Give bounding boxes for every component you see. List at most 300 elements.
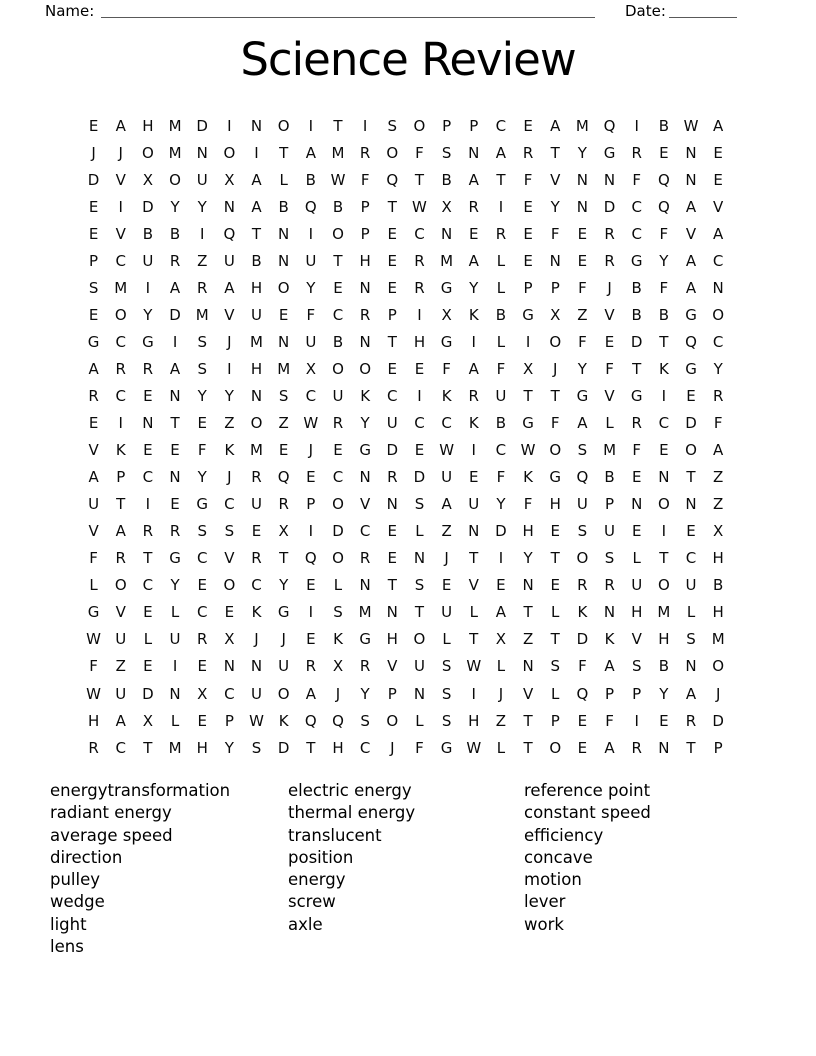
grid-letter: O [413, 630, 426, 649]
grid-letter: G [87, 332, 100, 351]
grid-letter: A [713, 116, 724, 135]
name-blank-line [101, 1, 595, 18]
grid-letter: D [142, 684, 154, 703]
grid-letter: H [250, 359, 263, 378]
grid-letter: N [278, 332, 290, 351]
grid-letter: A [305, 143, 316, 162]
page-title: Science Review [240, 33, 576, 86]
grid-letter: V [550, 170, 561, 189]
word-list-item: lens [50, 937, 84, 957]
grid-letter: E [170, 441, 180, 460]
grid-letter: U [196, 170, 208, 189]
grid-letter: C [115, 251, 126, 270]
grid-letter: M [168, 738, 182, 757]
grid-letter: K [658, 359, 669, 378]
grid-letter: G [603, 143, 616, 162]
grid-letter: P [116, 468, 126, 487]
grid-letter: N [169, 386, 181, 405]
grid-letter: J [227, 332, 232, 351]
grid-letter: C [712, 251, 724, 270]
grid-letter: O [549, 441, 562, 460]
grid-letter: I [661, 522, 667, 541]
grid-letter: E [577, 711, 588, 730]
grid-letter: E [713, 143, 723, 162]
grid-letter: I [362, 116, 368, 135]
grid-letter: Q [576, 684, 589, 703]
grid-letter: N [278, 251, 290, 270]
grid-letter: E [88, 197, 99, 216]
word-list-item: direction [50, 847, 123, 867]
grid-letter: L [415, 711, 424, 730]
grid-letter: R [631, 414, 642, 433]
grid-letter: H [712, 603, 724, 622]
grid-letter: B [441, 170, 452, 189]
grid-letter: T [279, 143, 289, 162]
grid-letter: T [659, 332, 669, 351]
grid-letter: L [170, 603, 180, 622]
grid-letter: O [277, 116, 290, 135]
grid-letter: O [169, 170, 181, 189]
grid-letter: D [712, 711, 724, 730]
grid-letter: E [251, 522, 262, 541]
grid-letter: Q [277, 468, 290, 487]
grid-letter: A [468, 359, 479, 378]
grid-letter: K [333, 630, 343, 649]
word-list-item: light [50, 914, 87, 934]
date-blank-line [669, 1, 737, 18]
grid-letter: N [278, 224, 290, 243]
grid-letter: H [250, 278, 263, 297]
grid-letter: S [360, 711, 370, 730]
grid-letter: A [604, 657, 615, 676]
grid-letter: B [713, 576, 724, 595]
grid-letter: E [88, 414, 99, 433]
grid-letter: B [631, 305, 642, 324]
grid-letter: E [224, 603, 235, 622]
word-list-item: pulley [50, 870, 101, 890]
grid-letter: A [495, 143, 507, 162]
grid-letter: F [442, 359, 451, 378]
grid-letter: T [143, 549, 153, 568]
grid-letter: K [523, 468, 533, 487]
grid-letter: S [604, 549, 615, 568]
grid-letter: N [359, 332, 371, 351]
grid-letter: A [685, 197, 697, 216]
grid-letter: E [441, 576, 452, 595]
grid-letter: X [713, 522, 724, 541]
grid-letter: I [525, 332, 531, 351]
grid-letter: Y [170, 197, 180, 216]
grid-letter: Y [224, 738, 234, 757]
grid-letter: K [604, 630, 615, 649]
grid-letter: T [550, 143, 560, 162]
grid-letter: F [632, 441, 642, 460]
grid-letter: O [413, 116, 426, 135]
grid-letter: H [549, 495, 561, 514]
grid-letter: X [305, 359, 316, 378]
grid-letter: E [523, 116, 533, 135]
grid-letter: F [89, 549, 98, 568]
grid-letter: H [631, 603, 643, 622]
grid-letter: R [359, 657, 371, 676]
grid-letter: O [277, 278, 290, 297]
grid-letter: A [251, 170, 262, 189]
grid-letter: O [223, 143, 236, 162]
grid-letter: E [306, 468, 316, 487]
grid-letter: E [387, 549, 398, 568]
grid-letter: F [578, 657, 587, 676]
grid-letter: C [685, 549, 697, 568]
grid-letter: A [441, 495, 452, 514]
grid-letter: S [333, 603, 343, 622]
grid-letter: N [250, 657, 263, 676]
grid-letter: C [441, 414, 452, 433]
grid-letter: W [683, 116, 699, 135]
word-list-item: energytransformation [50, 781, 231, 800]
grid-letter: G [169, 549, 181, 568]
grid-letter: E [604, 332, 615, 351]
grid-letter: C [631, 224, 642, 243]
word-list-item: position [288, 847, 354, 867]
grid-letter: G [359, 441, 371, 460]
word-list-item: constant speed [524, 803, 651, 823]
grid-letter: T [387, 576, 397, 595]
grid-letter: F [550, 414, 560, 433]
grid-letter: N [603, 603, 616, 622]
grid-letter: B [658, 657, 669, 676]
grid-letter: E [577, 738, 588, 757]
grid-letter: U [142, 251, 154, 270]
grid-letter: E [88, 224, 99, 243]
grid-letter: S [577, 522, 588, 541]
grid-letter: G [277, 603, 290, 622]
grid-letter: E [686, 522, 696, 541]
grid-letter: D [332, 522, 344, 541]
grid-letter: E [523, 197, 533, 216]
grid-letter: Q [685, 332, 697, 351]
grid-letter: D [196, 116, 208, 135]
grid-letter: E [88, 116, 99, 135]
grid-letter: E [523, 251, 533, 270]
grid-letter: J [390, 738, 395, 757]
grid-letter: T [333, 251, 343, 270]
grid-letter: C [224, 684, 235, 703]
grid-letter: N [603, 170, 616, 189]
grid-letter: M [575, 116, 589, 135]
grid-letter: F [496, 359, 506, 378]
grid-letter: Y [143, 305, 153, 324]
grid-letter: A [88, 359, 99, 378]
grid-letter: E [197, 657, 207, 676]
grid-letter: L [415, 522, 424, 541]
grid-letter: N [685, 495, 697, 514]
grid-letter: F [605, 711, 614, 730]
grid-letter: M [250, 441, 263, 460]
grid-letter: D [495, 522, 507, 541]
grid-letter: E [143, 441, 153, 460]
grid-letter: F [197, 441, 207, 460]
grid-letter: H [142, 116, 154, 135]
name-label: Name: [45, 2, 95, 20]
grid-letter: C [359, 522, 371, 541]
grid-letter: T [387, 332, 397, 351]
grid-letter: B [251, 251, 262, 270]
grid-letter: I [498, 197, 504, 216]
grid-letter: Q [603, 116, 616, 135]
grid-letter: P [224, 711, 234, 730]
grid-letter: I [308, 116, 314, 135]
grid-letter: U [604, 522, 616, 541]
grid-letter: L [632, 549, 641, 568]
grid-letter: G [630, 386, 643, 405]
grid-letter: Z [522, 630, 534, 649]
grid-letter: N [685, 657, 697, 676]
grid-letter: O [114, 305, 127, 324]
grid-letter: S [414, 576, 425, 595]
grid-letter: R [359, 143, 371, 162]
grid-letter: X [495, 630, 507, 649]
grid-letter: L [496, 332, 506, 351]
grid-letter: G [142, 332, 154, 351]
grid-letter: D [169, 305, 181, 324]
grid-letter: F [605, 359, 614, 378]
grid-letter: L [686, 603, 696, 622]
word-list-item: energy [288, 870, 346, 890]
grid-letter: I [118, 197, 123, 216]
grid-letter: E [577, 251, 588, 270]
grid-letter: A [685, 251, 697, 270]
grid-letter: V [88, 522, 99, 541]
grid-letter: Y [197, 386, 207, 405]
word-list-item: motion [524, 870, 582, 890]
grid-letter: B [495, 414, 507, 433]
grid-letter: S [441, 657, 452, 676]
grid-letter: A [495, 603, 507, 622]
grid-letter: R [468, 197, 479, 216]
grid-letter: Q [657, 197, 670, 216]
grid-letter: X [142, 711, 154, 730]
grid-letter: U [441, 603, 453, 622]
grid-letter: E [306, 576, 316, 595]
grid-letter: R [115, 359, 126, 378]
grid-letter: T [496, 170, 506, 189]
grid-letter: Z [441, 522, 452, 541]
word-list-item: electric energy [288, 781, 412, 800]
grid-letter: V [224, 305, 235, 324]
grid-letter: F [306, 305, 316, 324]
grid-letter: A [577, 414, 588, 433]
grid-letter: O [549, 332, 562, 351]
word-list-column-2 [288, 780, 415, 936]
grid-letter: F [578, 332, 587, 351]
grid-letter: S [686, 630, 696, 649]
grid-letter: N [359, 468, 371, 487]
grid-letter: T [143, 738, 153, 757]
grid-letter: P [442, 116, 452, 135]
grid-letter: N [413, 549, 426, 568]
grid-letter: X [550, 305, 561, 324]
grid-letter: T [333, 116, 343, 135]
grid-letter: I [308, 603, 314, 622]
word-list-item: translucent [288, 825, 382, 845]
grid-letter: F [632, 170, 642, 189]
grid-letter: E [387, 224, 398, 243]
grid-letter: A [169, 278, 181, 297]
grid-letter: V [224, 549, 235, 568]
grid-letter: E [659, 143, 669, 162]
grid-letter: T [550, 549, 560, 568]
grid-letter: D [576, 630, 589, 649]
grid-letter: D [277, 738, 290, 757]
grid-letter: I [498, 549, 504, 568]
grid-letter: U [413, 657, 425, 676]
grid-letter: S [224, 522, 235, 541]
grid-letter: E [577, 224, 588, 243]
grid-letter: B [658, 116, 669, 135]
grid-letter: S [577, 441, 588, 460]
grid-letter: L [333, 576, 343, 595]
grid-letter: C [142, 468, 154, 487]
grid-letter: P [89, 251, 99, 270]
grid-letter: X [441, 197, 452, 216]
grid-letter: J [715, 684, 721, 703]
grid-letter: L [170, 711, 180, 730]
grid-letter: H [658, 630, 670, 649]
grid-letter: L [89, 576, 98, 595]
grid-letter: R [712, 386, 724, 405]
grid-letter: U [115, 684, 127, 703]
grid-letter: Y [713, 359, 723, 378]
grid-letter: F [713, 414, 723, 433]
grid-letter: A [169, 359, 181, 378]
grid-letter: N [440, 224, 453, 243]
grid-letter: W [466, 657, 482, 676]
grid-letter: H [468, 711, 480, 730]
grid-letter: P [387, 684, 397, 703]
grid-letter: E [659, 711, 669, 730]
grid-letter: G [522, 305, 534, 324]
grid-letter: A [115, 711, 126, 730]
grid-letter: O [657, 576, 670, 595]
grid-letter: G [522, 414, 534, 433]
grid-letter: E [496, 576, 506, 595]
grid-letter: Y [306, 278, 316, 297]
grid-letter: V [604, 305, 615, 324]
grid-letter: S [88, 278, 99, 297]
grid-letter: R [278, 495, 289, 514]
grid-letter: H [359, 251, 371, 270]
grid-letter: M [168, 143, 182, 162]
grid-letter: I [145, 278, 151, 297]
grid-letter: T [686, 738, 696, 757]
grid-letter: Y [577, 359, 587, 378]
grid-letter: U [251, 305, 262, 324]
grid-letter: C [414, 224, 425, 243]
grid-letter: K [251, 603, 262, 622]
grid-letter: U [332, 386, 344, 405]
grid-letter: E [387, 359, 398, 378]
grid-letter: B [332, 332, 344, 351]
grid-letter: T [632, 359, 642, 378]
grid-letter: P [550, 278, 560, 297]
grid-letter: N [223, 197, 235, 216]
grid-letter: R [387, 468, 398, 487]
grid-letter: Y [279, 576, 289, 595]
grid-letter: R [631, 738, 642, 757]
grid-letter: P [605, 495, 615, 514]
grid-letter: E [631, 468, 642, 487]
grid-letter: M [440, 251, 454, 270]
grid-letter: I [308, 522, 314, 541]
grid-letter: L [279, 170, 288, 189]
grid-letter: Y [659, 251, 669, 270]
grid-letter: M [168, 116, 182, 135]
grid-letter: S [441, 143, 452, 162]
grid-letter: Y [550, 197, 560, 216]
grid-letter: T [414, 170, 425, 189]
grid-letter: I [172, 332, 178, 351]
grid-letter: M [358, 603, 372, 622]
grid-letter: Y [659, 684, 669, 703]
word-list-item: reference point [524, 781, 651, 800]
grid-letter: F [415, 738, 424, 757]
grid-letter: X [224, 170, 235, 189]
grid-letter: V [713, 197, 724, 216]
grid-letter: U [88, 495, 100, 514]
grid-letter: N [169, 468, 181, 487]
grid-letter: B [495, 305, 507, 324]
grid-letter: S [441, 711, 452, 730]
grid-letter: L [551, 603, 560, 622]
grid-letter: W [412, 197, 427, 216]
grid-letter: Q [223, 224, 236, 243]
grid-letter: Y [360, 684, 370, 703]
grid-letter: L [442, 630, 451, 649]
grid-letter: H [87, 711, 100, 730]
grid-letter: R [522, 143, 534, 162]
grid-letter: P [550, 711, 560, 730]
grid-letter: B [658, 305, 669, 324]
grid-letter: Y [360, 414, 370, 433]
grid-letter: H [386, 630, 398, 649]
grid-letter: O [332, 495, 344, 514]
grid-letter: A [115, 116, 126, 135]
grid-letter: N [250, 116, 263, 135]
word-list-item: radiant energy [50, 803, 172, 823]
grid-letter: E [713, 170, 723, 189]
grid-letter: N [413, 684, 426, 703]
grid-letter: Y [577, 143, 587, 162]
grid-letter: C [196, 603, 208, 622]
grid-letter: F [415, 143, 424, 162]
grid-letter: C [658, 414, 670, 433]
grid-letter: V [685, 224, 697, 243]
grid-letter: V [468, 576, 479, 595]
grid-letter: A [251, 197, 262, 216]
grid-letter: R [169, 522, 181, 541]
grid-letter: N [576, 197, 588, 216]
word-list-item: efficiency [524, 825, 604, 845]
grid-letter: G [196, 495, 209, 514]
grid-letter: N [169, 684, 181, 703]
grid-letter: A [550, 116, 561, 135]
grid-letter: J [281, 630, 286, 649]
grid-letter: V [115, 170, 126, 189]
grid-letter: E [387, 251, 398, 270]
grid-letter: G [576, 386, 589, 405]
grid-letter: U [251, 495, 262, 514]
grid-letter: T [251, 224, 262, 243]
